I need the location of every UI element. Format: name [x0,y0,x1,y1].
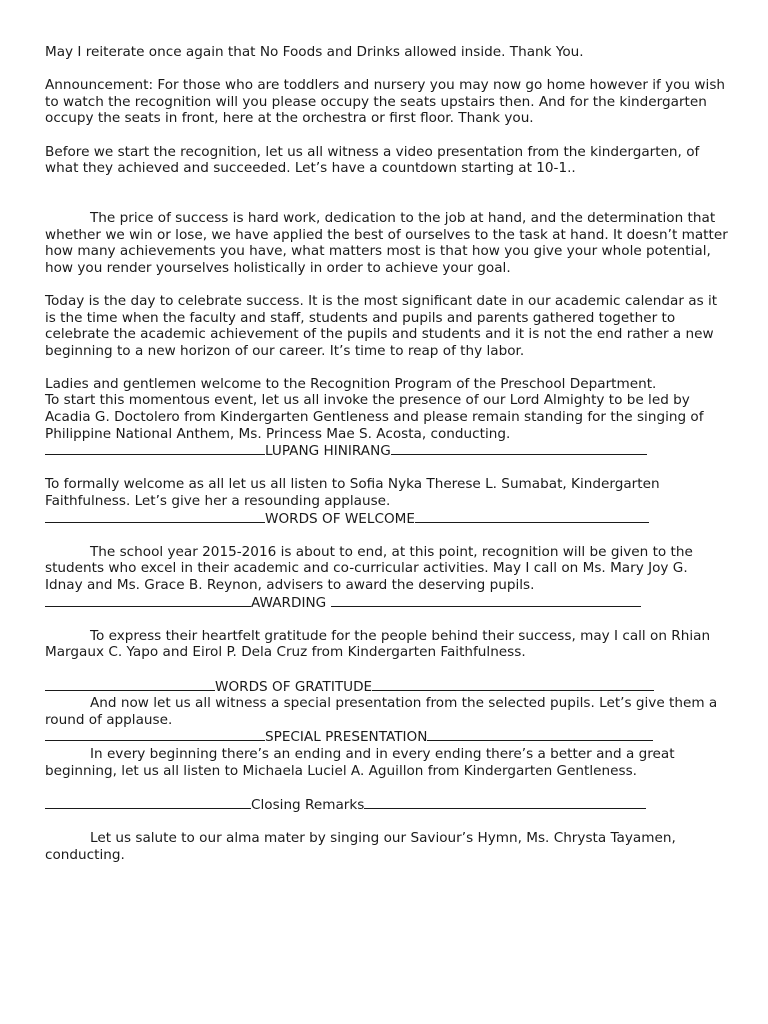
divider-rule [45,678,215,691]
divider-rule [372,678,654,691]
divider-rule [45,728,265,741]
invoke-paragraph: To start this momentous event, let us all invoke the presence of our Lord Almighty to be led by Acadia G. Doctolero from Kindergarten Gentleness and please remain standing for the singing of Philippine National Anthem, Ms. Princess Mae S. Acosta, conducting. [45,392,708,442]
welcome-divider [45,510,728,528]
awarding-divider [45,594,728,612]
reminder-paragraph: May I reiterate once again that No Foods and Drinks allowed inside. Thank You. [45,44,584,60]
divider-rule [391,442,647,455]
anthem-divider-label: LUPANG HINIRANG [265,443,391,460]
ending-paragraph: In every beginning there’s an ending and in every ending there’s a better and a great beginning, let us all listen to Michaela Luciel A. Aguillon from Kindergarten Gentleness. [45,745,679,779]
closing-divider-label: Closing Remarks [251,796,365,813]
gratitude-divider [45,678,728,696]
awarding-divider-label: AWARDING [251,594,327,611]
divider-rule [415,510,649,523]
school-year-paragraph: The school year 2015-2016 is about to end, at this point, recognition will be given to the students who excel in their academic and co-curricular activities. May I call on Ms. Mary Joy G. Idnay and Ms. Grace B. Reynon, advisers to award the deserving pupils. [45,543,698,593]
divider-rule [364,796,646,809]
welcome-divider-label: WORDS OF WELCOME [265,510,415,527]
divider-rule [45,594,251,607]
special-divider [45,728,728,746]
success-paragraph: The price of success is hard work, dedication to the job at hand, and the determination that whether we win or lose, we have applied the best of ourselves to the task at hand. It doesn’t matter how many achievements you have, what matters most is that how you give your whole potential, how you render yourselves holistically in order to achieve your goal. [45,209,733,276]
gratitude-divider-label: WORDS OF GRATITUDE [215,678,373,695]
gratitude-paragraph: To express their heartfelt gratitude for the people behind their success, may I call on Rhian Margaux C. Yapo and Eirol P. Dela Cruz from Kindergarten Faithfulness. [45,627,715,661]
welcome-line: Ladies and gentlemen welcome to the Recognition Program of the Preschool Department. [45,375,657,392]
divider-rule [45,442,265,455]
formal-welcome-paragraph: To formally welcome as all let us all listen to Sofia Nyka Therese L. Sumabat, Kindergarten Faithfulness. Let’s give her a resounding applause. [45,476,664,510]
special-paragraph: And now let us all witness a special presentation from the selected pupils. Let’s give them a round of applause. [45,695,722,728]
divider-rule [331,594,641,607]
divider-rule [45,796,251,809]
divider-rule [45,510,265,523]
video-paragraph: Before we start the recognition, let us all witness a video presentation from the kindergarten, of what they achieved and succeeded. Let’s have a countdown starting at 10-1.. [45,143,704,177]
announcement-paragraph: Announcement: For those who are toddlers and nursery you may now go home however if you wish to watch the recognition will you please occupy the seats upstairs then. And for the kindergarten occupy the seats in front, here at the orchestra or first floor. Thank you. [45,77,730,127]
today-paragraph: Today is the day to celebrate success. It is the most significant date in our academic calendar as it is the time when the faculty and staff, students and pupils and parents gathered together to celebrate the academic achievement of the pupils and students and it is not the end rather a new beginning to a new horizon of our career. It’s time to reap of thy labor. [45,292,722,359]
closing-divider [45,796,728,814]
anthem-divider [45,442,728,460]
special-divider-label: SPECIAL PRESENTATION [265,729,428,746]
divider-rule [427,728,653,741]
hymn-paragraph: Let us salute to our alma mater by singing our Saviour’s Hymn, Ms. Chrysta Tayamen, conducting. [45,829,681,863]
